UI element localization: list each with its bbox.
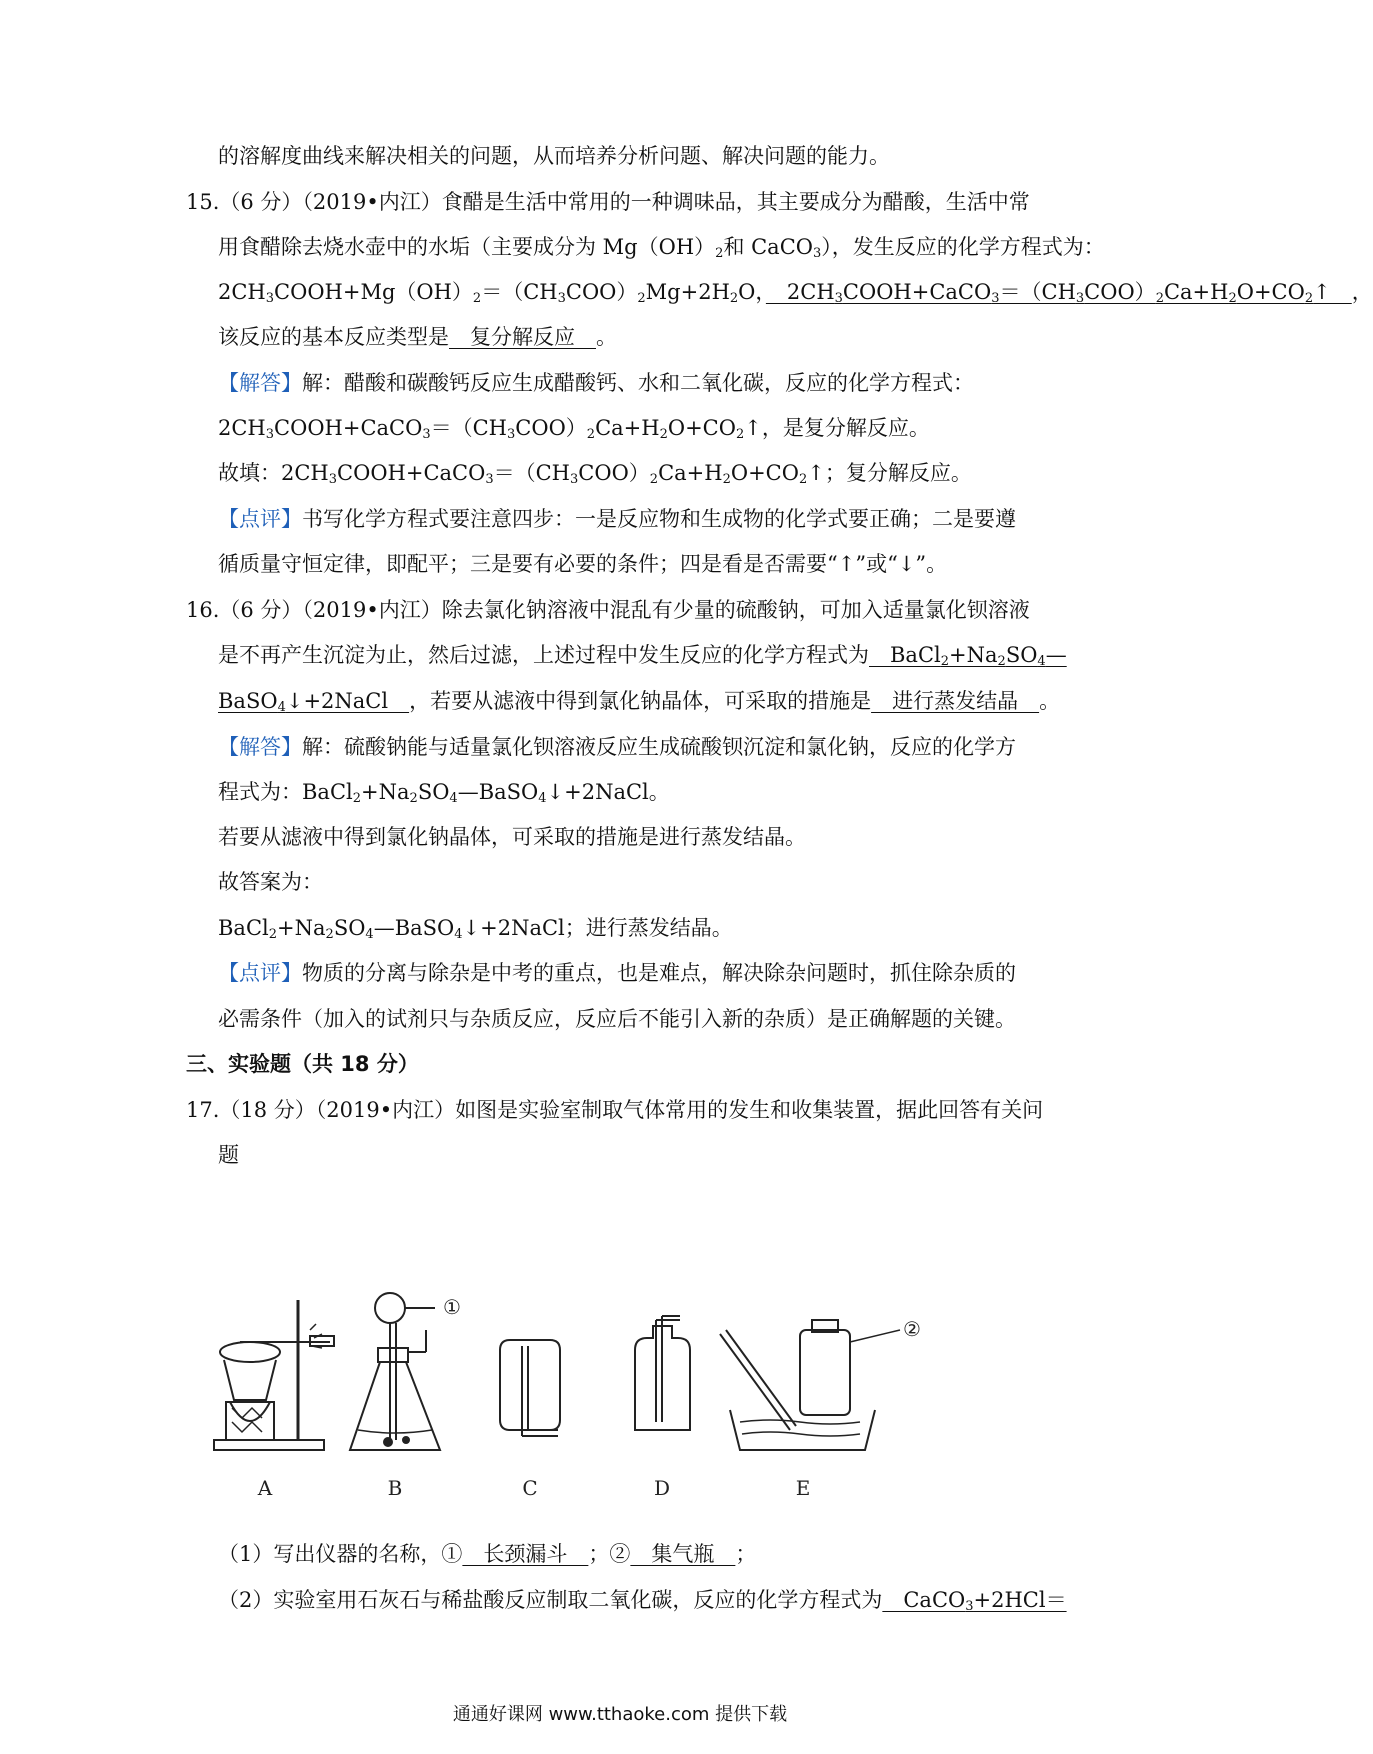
comment-line: 【点评】物质的分离与除杂是中考的重点，也是难点，解决除杂问题时，抓住除杂质的 — [218, 961, 1016, 985]
answer-blank: CaCO$_3$+2HCl＝ — [882, 1588, 1067, 1614]
answer-blank: $BaCl_2+Na_2SO_4—$ — [869, 643, 1067, 669]
question-16-line: BaSO$_4$↓+2NaCl ，若要从滤液中得到氯化钠晶体，可采取的措施是 进行蒸发结晶 。 — [218, 689, 1061, 715]
question-17-part2: （2）实验室用石灰石与稀盐酸反应制取二氧化碳，反应的化学方程式为 CaCO$_3$+2HCl＝ — [218, 1588, 1067, 1614]
apparatus-a — [214, 1300, 334, 1450]
comment-line: 必需条件（加入的试剂只与杂质反应，反应后不能引入新的杂质）是正确解题的关键。 — [218, 1007, 1016, 1031]
solution-tag: 【解答】 — [218, 371, 302, 395]
question-15-line: 15.（6 分）（2019•内江）食醋是生活中常用的一种调味品，其主要成分为醋酸，生活中常 — [186, 190, 1030, 214]
apparatus-label: B — [387, 1476, 403, 1500]
answer-blank: $2CH_3COOH+CaCO_3=(CH_3COO)_2Ca+H_2O+CO_2↑$ — [765, 280, 1352, 306]
answer-blank: 长颈漏斗 — [462, 1542, 589, 1566]
question-17-part1: （1）写出仪器的名称，① 长颈漏斗 ；② 集气瓶 ； — [218, 1542, 757, 1566]
page-footer: 通通好课网 www.tthaoke.com 提供下载 — [452, 1704, 788, 1725]
apparatus-label: A — [257, 1476, 273, 1500]
apparatus-e — [720, 1320, 875, 1450]
answer-blank: BaSO$_4$↓+2NaCl — [218, 689, 410, 715]
solution-line: 若要从滤液中得到氯化钠晶体，可采取的措施是进行蒸发结晶。 — [218, 825, 806, 849]
apparatus-c — [500, 1340, 560, 1436]
question-16-line: 16.（6 分）（2019•内江）除去氯化钠溶液中混乱有少量的硫酸钠，可加入适量氯化钡溶液 — [186, 598, 1030, 622]
solution-line: $2CH_3COOH+CaCO_3=(CH_3COO)_2Ca+H_2O+CO_2↑$，是复分解反应。 — [218, 416, 930, 442]
comment-tag: 【点评】 — [218, 961, 302, 985]
solution-line: 【解答】解：硫酸钠能与适量氯化钡溶液反应生成硫酸钡沉淀和氯化钠，反应的化学方 — [218, 735, 1016, 759]
question-15-equation-line: $2CH_3COOH+Mg(OH)_2=(CH_3COO)_2Mg+2H_2O$， $2CH_3COOH+CaCO_3=(CH_3COO)_2Ca+H_2O+CO_2↑$ ， — [218, 280, 1373, 306]
question-17-line: 17.（18 分）（2019•内江）如图是实验室制取气体常用的发生和收集装置，据此回答有关问 — [186, 1098, 1044, 1122]
apparatus-figure — [210, 1290, 970, 1510]
answer-blank: 复分解反应 — [449, 325, 596, 349]
apparatus-label: E — [795, 1476, 811, 1500]
comment-tag: 【点评】 — [218, 507, 302, 531]
solution-tag: 【解答】 — [218, 735, 302, 759]
marker-1: ① — [443, 1295, 461, 1319]
comment-line: 循质量守恒定律，即配平；三是要有必要的条件；四是看是否需要“↑”或“↓”。 — [218, 552, 948, 576]
solution-line: 故答案为： — [218, 870, 323, 894]
marker-2: ② — [903, 1317, 921, 1341]
question-15-line: 用食醋除去烧水壶中的水垢（主要成分为 $Mg(OH)_2$和 CaCO$_3$），发生反应的化学方程式为： — [218, 235, 1105, 261]
answer-blank: 集气瓶 — [630, 1542, 736, 1566]
comment-line: 【点评】书写化学方程式要注意四步：一是反应物和生成物的化学式要正确；二是要遵 — [218, 507, 1016, 531]
question-15-line: 该反应的基本反应类型是 复分解反应 。 — [218, 325, 617, 349]
solution-line: $BaCl_2+Na_2SO_4—BaSO_4↓+2NaCl$；进行蒸发结晶。 — [218, 916, 733, 942]
question-16-line: 是不再产生沉淀为止，然后过滤，上述过程中发生反应的化学方程式为 $BaCl_2+Na_2SO_4—$ — [218, 643, 1067, 669]
question-17-line: 题 — [218, 1143, 239, 1167]
solution-line: 【解答】解：醋酸和碳酸钙反应生成醋酸钙、水和二氧化碳，反应的化学方程式： — [218, 371, 974, 395]
text-line: 的溶解度曲线来解决相关的问题，从而培养分析问题、解决问题的能力。 — [218, 144, 890, 168]
solution-line: 程式为：$BaCl_2+Na_2SO_4—BaSO_4↓+2NaCl$。 — [218, 780, 670, 806]
apparatus-label: C — [522, 1476, 538, 1500]
solution-line: 故填：$2CH_3COOH+CaCO_3=(CH_3COO)_2Ca+H_2O+CO_2↑$；复分解反应。 — [218, 461, 972, 487]
section-heading: 三、实验题（共 18 分） — [186, 1052, 419, 1076]
apparatus-label: D — [653, 1476, 671, 1500]
apparatus-b — [350, 1293, 440, 1450]
answer-blank: 进行蒸发结晶 — [871, 689, 1040, 713]
apparatus-d — [635, 1316, 690, 1430]
